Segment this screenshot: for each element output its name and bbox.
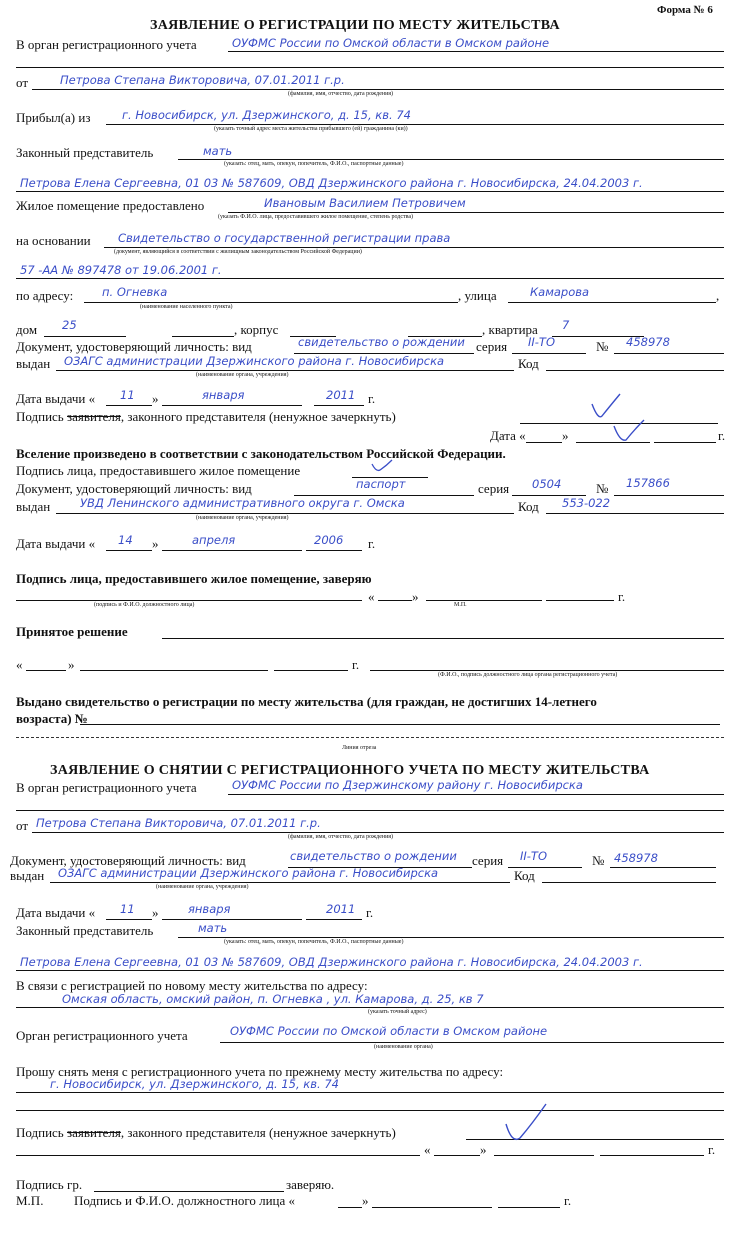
date2-label: Дата выдачи « xyxy=(16,536,96,551)
num2-value[interactable]: 157866 xyxy=(626,476,670,490)
provider-signature-mark xyxy=(370,460,396,474)
removal-rep-value[interactable]: мать xyxy=(198,921,228,935)
basis-line xyxy=(104,247,724,248)
decision-year-line xyxy=(274,670,348,671)
series-line xyxy=(512,353,586,354)
dwelling-label: Жилое помещение предоставлено xyxy=(16,198,205,213)
certify-month-line xyxy=(426,600,542,601)
removal-num-label: № xyxy=(592,853,605,868)
official-sign-label: Подпись и Ф.И.О. должностного лица « xyxy=(74,1193,296,1208)
date2-year[interactable]: 2006 xyxy=(314,533,344,547)
date-month-line xyxy=(162,405,302,406)
code2-label: Код xyxy=(518,499,539,514)
removal-sign-line-2 xyxy=(16,1155,420,1156)
sign-struck: заявителя xyxy=(67,409,121,424)
date2-month-line xyxy=(162,550,302,551)
settle-heading: Вселение произведено в соответствии с законодательством Российской Федерации. xyxy=(16,446,506,461)
cut-line xyxy=(16,737,724,738)
date-sign-day-line xyxy=(526,442,562,443)
certify-day-line xyxy=(378,600,412,601)
flat-label: , квартира xyxy=(482,322,538,337)
old-address-line-2 xyxy=(16,1110,724,1111)
from-label: от xyxy=(16,75,29,90)
num-label: № xyxy=(596,339,609,354)
removal-from-hint: (фамилия, имя, отчество, дата рождения) xyxy=(288,834,394,840)
date-year-suffix: г. xyxy=(368,391,376,406)
new-address-value[interactable]: Омская область, омский район, п. Огневка , ул. Камарова, д. 25, кв 7 xyxy=(62,992,484,1006)
new-address-line xyxy=(16,1007,724,1008)
doc2-label: Документ, удостоверяющий личность: вид xyxy=(16,481,252,496)
issued-value[interactable]: ОЗАГС администрации Дзержинского района г. Новосибирска xyxy=(64,354,445,368)
removal-series-label: серия xyxy=(472,853,504,868)
arrived-hint: (указать точный адрес места жительства прибывшего (ей) гражданина (ки)) xyxy=(214,126,408,132)
issued-hint: (наименование органа, учреждения) xyxy=(196,372,289,378)
cert-heading-2: возраста) № xyxy=(16,711,88,726)
decision-sign-line xyxy=(370,670,724,671)
official-date-close: » xyxy=(362,1193,369,1208)
removal-org-line xyxy=(220,1042,724,1043)
issued2-label: выдан xyxy=(16,499,51,514)
date2-month[interactable]: апреля xyxy=(192,533,236,547)
decision-day-line xyxy=(26,670,66,671)
removal-date-year[interactable]: 2011 xyxy=(326,902,356,916)
cert-number-line xyxy=(80,724,720,725)
removal-date-month-line xyxy=(162,919,302,920)
to-value[interactable]: ОУФМС России по Омской области в Омском районе xyxy=(232,36,550,50)
date-sign-year-line xyxy=(654,442,716,443)
date-quote-close: » xyxy=(152,391,159,406)
cut-line-label: Линия отреза xyxy=(342,745,377,751)
num-value[interactable]: 458978 xyxy=(626,335,670,349)
doc2-value[interactable]: паспорт xyxy=(356,477,406,491)
date-sign-suffix: г. xyxy=(718,428,726,443)
removal-sign-label: Подпись заявителя, законного представителя (ненужное зачеркнуть) xyxy=(16,1125,396,1140)
certify-label: заверяю. xyxy=(286,1177,335,1192)
flat-value[interactable]: 7 xyxy=(562,318,570,332)
removal-sign-year-line xyxy=(600,1155,704,1156)
new-address-hint: (указать точный адрес) xyxy=(368,1009,427,1015)
removal-title: ЗАЯВЛЕНИЕ О СНЯТИИ С РЕГИСТРАЦИОННОГО УЧЕТА ПО МЕСТУ ЖИТЕЛЬСТВА xyxy=(50,763,650,778)
issued-line xyxy=(56,370,514,371)
rep-value[interactable]: мать xyxy=(203,144,233,158)
removal-to-line xyxy=(228,794,724,795)
from-value[interactable]: Петрова Степана Викторовича, 07.01.2011 г.р. xyxy=(60,73,345,87)
removal-issued-hint: (наименование органа, учреждения) xyxy=(156,884,249,890)
certify-heading: Подпись лица, предоставившего жилое помещение, заверяю xyxy=(16,571,372,586)
removal-date-day-line xyxy=(106,919,152,920)
issued2-line xyxy=(56,513,514,514)
removal-sign-year-suffix: г. xyxy=(708,1142,716,1157)
rep-hint: (указать: отец, мать, опекун, попечитель, Ф.И.О., паспортные данные) xyxy=(224,161,404,167)
date-year[interactable]: 2011 xyxy=(326,388,356,402)
arrived-value[interactable]: г. Новосибирск, ул. Дзержинского, д. 15, кв. 74 xyxy=(122,108,411,122)
decision-month-line xyxy=(80,670,268,671)
cert-heading-1: Выдано свидетельство о регистрации по месту жительства (для граждан, не достигших 14-летнего xyxy=(16,694,597,709)
address-value[interactable]: п. Огневка xyxy=(102,285,168,299)
street-comma: , xyxy=(716,288,720,303)
removal-rep-hint: (указать: отец, мать, опекун, попечитель, Ф.И.О., паспортные данные) xyxy=(224,939,404,945)
new-address-label: В связи с регистрацией по новому месту жительства по адресу: xyxy=(16,978,368,993)
removal-sign-struck: заявителя xyxy=(67,1125,121,1140)
street-value[interactable]: Камарова xyxy=(530,285,590,299)
date2-day[interactable]: 14 xyxy=(118,533,133,547)
series-label: серия xyxy=(476,339,508,354)
certify-date-close: » xyxy=(412,589,419,604)
removal-signature-mark xyxy=(504,1104,552,1146)
decision-year-suffix: г. xyxy=(352,657,360,672)
arrived-label: Прибыл(а) из xyxy=(16,110,91,125)
removal-doc-value[interactable]: свидетельство о рождении xyxy=(290,849,457,863)
removal-num-line xyxy=(610,867,716,868)
old-address-line xyxy=(16,1092,724,1093)
removal-sign-day-line xyxy=(434,1155,480,1156)
old-address-value[interactable]: г. Новосибирск, ул. Дзержинского, д. 15, кв. 74 xyxy=(50,1077,339,1091)
official-hint: (подпись и Ф.И.О. должностного лица) xyxy=(94,602,195,608)
removal-issued-label: выдан xyxy=(10,868,45,883)
certify-mp: М.П. xyxy=(454,602,467,608)
house-line xyxy=(44,336,126,337)
series2-value[interactable]: 0504 xyxy=(532,477,562,491)
signature-mark-2 xyxy=(612,418,652,446)
removal-doc-label: Документ, удостоверяющий личность: вид xyxy=(10,853,246,868)
removal-from-line xyxy=(32,832,724,833)
house-fraction-line xyxy=(172,336,234,337)
date2-day-line xyxy=(106,550,152,551)
certify-year-suffix: г. xyxy=(618,589,626,604)
official-day-line xyxy=(338,1207,362,1208)
removal-from-label: от xyxy=(16,818,29,833)
date-month[interactable]: января xyxy=(202,388,245,402)
date-day[interactable]: 11 xyxy=(120,388,135,402)
code2-value[interactable]: 553-022 xyxy=(562,496,611,510)
basis-hint: (документ, являющийся в соответствии с жилищным законодательством Российской Федерации) xyxy=(114,249,362,255)
street-line xyxy=(508,302,716,303)
sign-label: Подпись заявителя, законного представителя (ненужное зачеркнуть) xyxy=(16,409,396,424)
arrived-line xyxy=(106,124,724,125)
removal-issued-value[interactable]: ОЗАГС администрации Дзержинского района г. Новосибирска xyxy=(58,866,439,880)
removal-issued-line xyxy=(50,882,510,883)
removal-rep-line-2 xyxy=(16,970,724,971)
removal-date-year-suffix: г. xyxy=(366,905,374,920)
removal-date-quote-close: » xyxy=(152,905,159,920)
doc-label: Документ, удостоверяющий личность: вид xyxy=(16,339,252,354)
date2-year-suffix: г. xyxy=(368,536,376,551)
issued2-value[interactable]: УВД Ленинского административного округа г. Омска xyxy=(80,496,405,510)
code-label: Код xyxy=(518,356,539,371)
rep-line-2 xyxy=(16,191,724,192)
removal-date-month[interactable]: января xyxy=(188,902,231,916)
removal-date-year-line xyxy=(306,919,362,920)
removal-org-value[interactable]: ОУФМС России по Омской области в Омском районе xyxy=(230,1024,548,1038)
removal-from-value[interactable]: Петрова Степана Викторовича, 07.01.2011 г.р. xyxy=(36,816,321,830)
house-label: дом xyxy=(16,322,38,337)
num2-line xyxy=(614,495,724,496)
code-line xyxy=(546,370,724,371)
removal-sign-month-line xyxy=(494,1155,594,1156)
series-value[interactable]: II-ТО xyxy=(528,335,556,349)
num2-label: № xyxy=(596,481,609,496)
date-sign-quote: » xyxy=(562,428,569,443)
date2-quote-close: » xyxy=(152,536,159,551)
form-title: ЗАЯВЛЕНИЕ О РЕГИСТРАЦИИ ПО МЕСТУ ЖИТЕЛЬСТВА xyxy=(150,18,560,33)
address-label: по адресу: xyxy=(16,288,74,303)
dwelling-line xyxy=(228,212,724,213)
removal-rep-value-2[interactable]: Петрова Елена Сергеевна, 01 03 № 587609, ОВД Дзержинского района г. Новосибирска, 24.04.2003 г. xyxy=(20,955,643,969)
removal-num-value[interactable]: 458978 xyxy=(614,851,658,865)
official-sign-line xyxy=(16,600,362,601)
series2-label: серия xyxy=(478,481,510,496)
date2-year-line xyxy=(306,550,362,551)
basis-line-2 xyxy=(16,278,724,279)
official-year-suffix: г. xyxy=(564,1193,572,1208)
date-year-line xyxy=(314,405,364,406)
decision-line xyxy=(162,638,724,639)
decision-date-close: » xyxy=(68,657,75,672)
citizen-sign-line xyxy=(94,1191,284,1192)
decision-heading: Принятое решение xyxy=(16,624,128,639)
issued-label: выдан xyxy=(16,356,51,371)
korpus-label: , корпус xyxy=(234,322,279,337)
house-value[interactable]: 25 xyxy=(62,318,77,332)
decision-hint: (Ф.И.О., подпись должностного лица органа регистрационного учета) xyxy=(438,672,618,678)
removal-date-day[interactable]: 11 xyxy=(120,902,135,916)
basis-label: на основании xyxy=(16,233,91,248)
num-line xyxy=(614,353,724,354)
address-line xyxy=(84,302,458,303)
basis-value-2[interactable]: 57 -АА № 897478 от 19.06.2001 г. xyxy=(20,263,222,277)
to-line xyxy=(228,51,724,52)
removal-series-value[interactable]: II-ТО xyxy=(520,849,548,863)
official-month-line xyxy=(372,1207,492,1208)
removal-blank-line xyxy=(16,810,724,811)
basis-value[interactable]: Свидетельство о государственной регистрации права xyxy=(118,231,451,245)
citizen-sign-label: Подпись гр. xyxy=(16,1177,83,1192)
from-hint: (фамилия, имя, отчество, дата рождения) xyxy=(288,91,394,97)
form-number: Форма № 6 xyxy=(657,4,713,16)
decision-date-open: « xyxy=(16,657,23,672)
removal-code-label: Код xyxy=(514,868,535,883)
removal-code-line xyxy=(542,882,716,883)
official-year-line xyxy=(498,1207,560,1208)
issued2-hint: (наименование органа, учреждения) xyxy=(196,515,289,521)
from-line xyxy=(32,89,724,90)
removal-rep-label: Законный представитель xyxy=(16,923,154,938)
removal-org-label: Орган регистрационного учета xyxy=(16,1028,188,1043)
doc-value[interactable]: свидетельство о рождении xyxy=(298,335,465,349)
request-label: Прошу снять меня с регистрационного учета по прежнему месту жительства по адресу: xyxy=(16,1064,504,1079)
rep-label: Законный представитель xyxy=(16,145,154,160)
code2-line xyxy=(546,513,724,514)
rep-value-2[interactable]: Петрова Елена Сергеевна, 01 03 № 587609, ОВД Дзержинского района г. Новосибирска, 24.04.2003 г. xyxy=(20,176,643,190)
date-sign-label: Дата « xyxy=(490,428,526,443)
removal-to-value[interactable]: ОУФМС России по Дзержинскому району г. Новосибирска xyxy=(232,778,583,792)
removal-sign-date-open: « xyxy=(424,1142,431,1157)
to-label: В орган регистрационного учета xyxy=(16,37,197,52)
certify-year-line xyxy=(546,600,614,601)
rep-line xyxy=(178,159,724,160)
settlement-hint: (наименование населенного пункта) xyxy=(140,304,233,310)
date-label: Дата выдачи « xyxy=(16,391,96,406)
removal-org-hint: (наименование органа) xyxy=(374,1044,433,1050)
dwelling-hint: (указать Ф.И.О. лица, предоставившего жилое помещение, степень родства) xyxy=(218,214,414,220)
removal-mp: М.П. xyxy=(16,1193,44,1208)
dwelling-value[interactable]: Ивановым Василием Петровичем xyxy=(264,196,466,210)
removal-rep-line xyxy=(178,937,724,938)
removal-to-label: В орган регистрационного учета xyxy=(16,780,197,795)
blank-line xyxy=(16,67,724,68)
date-day-line xyxy=(106,405,152,406)
removal-date-label: Дата выдачи « xyxy=(16,905,96,920)
removal-sign-date-close: » xyxy=(480,1142,487,1157)
street-label: , улица xyxy=(458,288,497,303)
provider-sign-label: Подпись лица, предоставившего жилое помещение xyxy=(16,463,301,478)
certify-date-open: « xyxy=(368,589,375,604)
